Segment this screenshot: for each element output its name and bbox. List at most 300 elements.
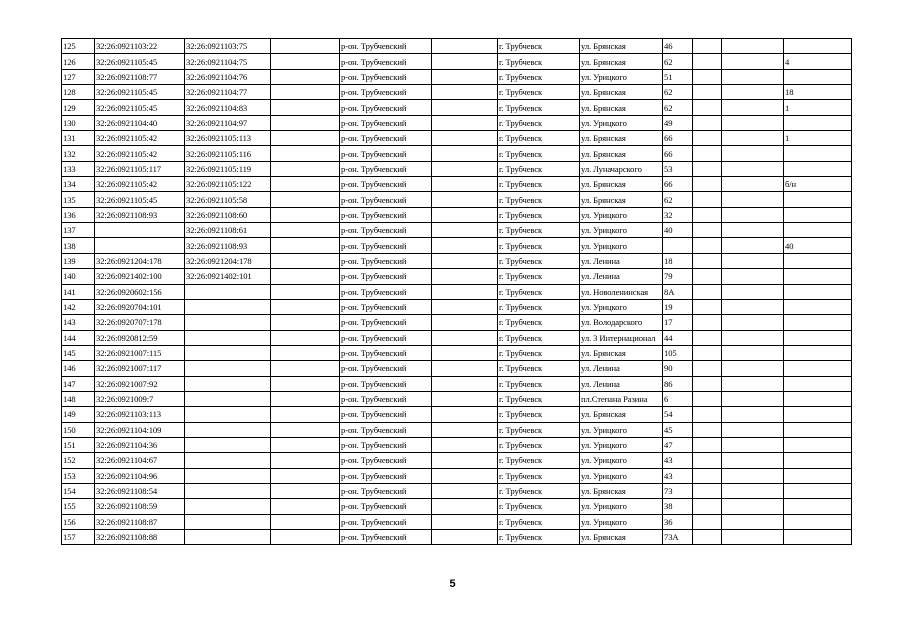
building-number-cell: [784, 530, 852, 545]
empty-cell-2: [432, 238, 498, 253]
empty-cell-2: [432, 207, 498, 222]
street-cell: ул. Брянская: [580, 407, 663, 422]
building-number-cell: [784, 376, 852, 391]
empty-cell-3: [693, 422, 722, 437]
district-cell: р-он. Трубчевский: [340, 330, 432, 345]
empty-cell-4: [722, 146, 784, 161]
empty-cell-4: [722, 100, 784, 115]
city-cell: г. Трубчевск: [498, 54, 580, 69]
empty-cell-2: [432, 115, 498, 130]
district-cell: р-он. Трубчевский: [340, 468, 432, 483]
street-cell: ул. Урицкого: [580, 422, 663, 437]
district-cell: р-он. Трубчевский: [340, 69, 432, 84]
building-number-cell: [784, 161, 852, 176]
empty-cell-3: [693, 115, 722, 130]
city-cell: г. Трубчевск: [498, 514, 580, 529]
district-cell: р-он. Трубчевский: [340, 253, 432, 268]
street-cell: ул. Брянская: [580, 345, 663, 360]
table-row: [62, 468, 852, 483]
empty-cell-3: [693, 85, 722, 100]
table-row: [62, 345, 852, 360]
district-cell: р-он. Трубчевский: [340, 54, 432, 69]
empty-cell-4: [722, 376, 784, 391]
house-number-cell: 43: [663, 468, 693, 483]
house-number-cell: 79: [663, 269, 693, 284]
street-cell: ул. Луначарского: [580, 161, 663, 176]
building-number-cell: [784, 468, 852, 483]
district-cell: р-он. Трубчевский: [340, 514, 432, 529]
empty-cell-3: [693, 161, 722, 176]
city-cell: г. Трубчевск: [498, 376, 580, 391]
cadastral-number-cell: 32:26:0920812:59: [95, 330, 185, 345]
row-number-cell: 128: [62, 85, 95, 100]
row-number-cell: 149: [62, 407, 95, 422]
empty-cell-4: [722, 54, 784, 69]
linked-cadastral-number-cell: [185, 437, 271, 452]
building-number-cell: [784, 269, 852, 284]
district-cell: р-он. Трубчевский: [340, 407, 432, 422]
empty-cell-3: [693, 207, 722, 222]
linked-cadastral-number-cell: [185, 530, 271, 545]
empty-cell-2: [432, 422, 498, 437]
empty-cell-2: [432, 54, 498, 69]
linked-cadastral-number-cell: [185, 453, 271, 468]
empty-cell: [271, 499, 340, 514]
city-cell: г. Трубчевск: [498, 361, 580, 376]
street-cell: ул. Брянская: [580, 146, 663, 161]
linked-cadastral-number-cell: 32:26:0921105:116: [185, 146, 271, 161]
house-number-cell: 51: [663, 69, 693, 84]
empty-cell-2: [432, 315, 498, 330]
empty-cell-4: [722, 207, 784, 222]
house-number-cell: 17: [663, 315, 693, 330]
linked-cadastral-number-cell: [185, 315, 271, 330]
empty-cell-3: [693, 284, 722, 299]
table-row: [62, 115, 852, 130]
city-cell: г. Трубчевск: [498, 468, 580, 483]
empty-cell-4: [722, 284, 784, 299]
cadastral-number-cell: 32:26:0921007:92: [95, 376, 185, 391]
district-cell: р-он. Трубчевский: [340, 269, 432, 284]
empty-cell-3: [693, 407, 722, 422]
linked-cadastral-number-cell: [185, 361, 271, 376]
house-number-cell: 6: [663, 391, 693, 406]
cadastral-number-cell: 32:26:0921104:96: [95, 468, 185, 483]
cadastral-number-cell: 32:26:0921108:54: [95, 483, 185, 498]
linked-cadastral-number-cell: [185, 514, 271, 529]
empty-cell-3: [693, 376, 722, 391]
district-cell: р-он. Трубчевский: [340, 177, 432, 192]
district-cell: р-он. Трубчевский: [340, 361, 432, 376]
empty-cell-4: [722, 177, 784, 192]
city-cell: г. Трубчевск: [498, 391, 580, 406]
house-number-cell: 19: [663, 299, 693, 314]
empty-cell-4: [722, 69, 784, 84]
linked-cadastral-number-cell: [185, 299, 271, 314]
building-number-cell: 18: [784, 85, 852, 100]
empty-cell-3: [693, 238, 722, 253]
district-cell: р-он. Трубчевский: [340, 422, 432, 437]
building-number-cell: [784, 207, 852, 222]
empty-cell-4: [722, 223, 784, 238]
cadastral-number-cell: 32:26:0921105:42: [95, 146, 185, 161]
page-number: 5: [449, 578, 456, 590]
empty-cell: [271, 192, 340, 207]
table-row: [62, 437, 852, 452]
linked-cadastral-number-cell: [185, 345, 271, 360]
empty-cell-3: [693, 530, 722, 545]
empty-cell: [271, 330, 340, 345]
row-number-cell: 144: [62, 330, 95, 345]
linked-cadastral-number-cell: [185, 376, 271, 391]
table-row: [62, 269, 852, 284]
empty-cell-4: [722, 468, 784, 483]
district-cell: р-он. Трубчевский: [340, 39, 432, 54]
empty-cell-2: [432, 284, 498, 299]
empty-cell-4: [722, 330, 784, 345]
empty-cell-4: [722, 238, 784, 253]
cadastral-number-cell: [95, 238, 185, 253]
district-cell: р-он. Трубчевский: [340, 437, 432, 452]
house-number-cell: 105: [663, 345, 693, 360]
street-cell: ул. 3 Интернационал: [580, 330, 663, 345]
row-number-cell: 126: [62, 54, 95, 69]
street-cell: ул. Урицкого: [580, 115, 663, 130]
building-number-cell: [784, 315, 852, 330]
empty-cell-2: [432, 69, 498, 84]
table-row: [62, 223, 852, 238]
empty-cell: [271, 483, 340, 498]
table-row: [62, 499, 852, 514]
empty-cell-3: [693, 345, 722, 360]
empty-cell: [271, 299, 340, 314]
empty-cell-3: [693, 361, 722, 376]
city-cell: г. Трубчевск: [498, 330, 580, 345]
street-cell: ул. Брянская: [580, 85, 663, 100]
table-row: [62, 253, 852, 268]
empty-cell: [271, 514, 340, 529]
empty-cell-4: [722, 483, 784, 498]
row-number-cell: 140: [62, 269, 95, 284]
city-cell: г. Трубчевск: [498, 39, 580, 54]
building-number-cell: [784, 39, 852, 54]
empty-cell-4: [722, 85, 784, 100]
building-number-cell: 1: [784, 100, 852, 115]
linked-cadastral-number-cell: 32:26:0921104:75: [185, 54, 271, 69]
house-number-cell: 36: [663, 514, 693, 529]
building-number-cell: [784, 437, 852, 452]
street-cell: ул. Новоленинская: [580, 284, 663, 299]
table-row: [62, 207, 852, 222]
city-cell: г. Трубчевск: [498, 299, 580, 314]
empty-cell: [271, 238, 340, 253]
district-cell: р-он. Трубчевский: [340, 453, 432, 468]
city-cell: г. Трубчевск: [498, 115, 580, 130]
empty-cell-4: [722, 499, 784, 514]
empty-cell: [271, 54, 340, 69]
empty-cell-3: [693, 514, 722, 529]
street-cell: ул. Брянская: [580, 177, 663, 192]
empty-cell-4: [722, 115, 784, 130]
empty-cell-2: [432, 361, 498, 376]
house-number-cell: 43: [663, 453, 693, 468]
house-number-cell: 38: [663, 499, 693, 514]
empty-cell-2: [432, 131, 498, 146]
linked-cadastral-number-cell: 32:26:0921108:61: [185, 223, 271, 238]
empty-cell-2: [432, 100, 498, 115]
empty-cell-2: [432, 407, 498, 422]
empty-cell-2: [432, 514, 498, 529]
empty-cell-3: [693, 131, 722, 146]
cadastral-number-cell: 32:26:0921104:67: [95, 453, 185, 468]
building-number-cell: [784, 514, 852, 529]
empty-cell-2: [432, 345, 498, 360]
empty-cell-2: [432, 192, 498, 207]
district-cell: р-он. Трубчевский: [340, 146, 432, 161]
city-cell: г. Трубчевск: [498, 207, 580, 222]
street-cell: ул. Урицкого: [580, 238, 663, 253]
linked-cadastral-number-cell: 32:26:0921105:58: [185, 192, 271, 207]
empty-cell-4: [722, 253, 784, 268]
empty-cell: [271, 422, 340, 437]
table-row: [62, 39, 852, 54]
district-cell: р-он. Трубчевский: [340, 530, 432, 545]
empty-cell-2: [432, 453, 498, 468]
table-row: [62, 315, 852, 330]
building-number-cell: [784, 422, 852, 437]
building-number-cell: [784, 330, 852, 345]
row-number-cell: 148: [62, 391, 95, 406]
table-row: [62, 407, 852, 422]
empty-cell: [271, 85, 340, 100]
row-number-cell: 156: [62, 514, 95, 529]
cadastral-number-cell: 32:26:0921105:45: [95, 85, 185, 100]
empty-cell-4: [722, 407, 784, 422]
empty-cell-2: [432, 146, 498, 161]
table-row: [62, 376, 852, 391]
table-row: [62, 177, 852, 192]
district-cell: р-он. Трубчевский: [340, 483, 432, 498]
empty-cell-3: [693, 253, 722, 268]
linked-cadastral-number-cell: 32:26:0921105:113: [185, 131, 271, 146]
table-row: [62, 131, 852, 146]
cadastral-number-cell: 32:26:0921105:45: [95, 54, 185, 69]
cadastral-number-cell: 32:26:0920602:156: [95, 284, 185, 299]
cadastral-number-cell: 32:26:0921007:117: [95, 361, 185, 376]
city-cell: г. Трубчевск: [498, 161, 580, 176]
district-cell: р-он. Трубчевский: [340, 376, 432, 391]
row-number-cell: 151: [62, 437, 95, 452]
city-cell: г. Трубчевск: [498, 345, 580, 360]
empty-cell-3: [693, 499, 722, 514]
street-cell: ул. Володарского: [580, 315, 663, 330]
table-row: [62, 238, 852, 253]
empty-cell-4: [722, 391, 784, 406]
cadastral-number-cell: 32:26:0921105:42: [95, 131, 185, 146]
empty-cell: [271, 69, 340, 84]
empty-cell-3: [693, 223, 722, 238]
cadastral-number-cell: 32:26:0921104:36: [95, 437, 185, 452]
empty-cell-4: [722, 299, 784, 314]
empty-cell-3: [693, 177, 722, 192]
linked-cadastral-number-cell: 32:26:0921108:93: [185, 238, 271, 253]
empty-cell-3: [693, 69, 722, 84]
cadastral-number-cell: [95, 223, 185, 238]
row-number-cell: 129: [62, 100, 95, 115]
district-cell: р-он. Трубчевский: [340, 100, 432, 115]
row-number-cell: 139: [62, 253, 95, 268]
district-cell: р-он. Трубчевский: [340, 131, 432, 146]
row-number-cell: 125: [62, 39, 95, 54]
city-cell: г. Трубчевск: [498, 69, 580, 84]
table-row: [62, 530, 852, 545]
table-row: [62, 422, 852, 437]
empty-cell-3: [693, 54, 722, 69]
cadastral-number-cell: 32:26:0921007:115: [95, 345, 185, 360]
empty-cell-4: [722, 131, 784, 146]
empty-cell-2: [432, 39, 498, 54]
row-number-cell: 145: [62, 345, 95, 360]
empty-cell-3: [693, 453, 722, 468]
empty-cell-4: [722, 192, 784, 207]
linked-cadastral-number-cell: [185, 468, 271, 483]
empty-cell-4: [722, 437, 784, 452]
row-number-cell: 154: [62, 483, 95, 498]
district-cell: р-он. Трубчевский: [340, 115, 432, 130]
empty-cell: [271, 453, 340, 468]
cadastral-number-cell: 32:26:0921108:93: [95, 207, 185, 222]
building-number-cell: б/н: [784, 177, 852, 192]
building-number-cell: [784, 146, 852, 161]
row-number-cell: 141: [62, 284, 95, 299]
empty-cell: [271, 253, 340, 268]
city-cell: г. Трубчевск: [498, 85, 580, 100]
city-cell: г. Трубчевск: [498, 100, 580, 115]
house-number-cell: 66: [663, 146, 693, 161]
empty-cell-2: [432, 499, 498, 514]
house-number-cell: 49: [663, 115, 693, 130]
table-row: [62, 299, 852, 314]
building-number-cell: [784, 253, 852, 268]
empty-cell-4: [722, 361, 784, 376]
empty-cell-2: [432, 299, 498, 314]
building-number-cell: 40: [784, 238, 852, 253]
building-number-cell: [784, 299, 852, 314]
empty-cell-2: [432, 437, 498, 452]
registry-table: [61, 38, 852, 545]
house-number-cell: 73: [663, 483, 693, 498]
street-cell: ул. Урицкого: [580, 499, 663, 514]
building-number-cell: 4: [784, 54, 852, 69]
empty-cell-2: [432, 468, 498, 483]
linked-cadastral-number-cell: 32:26:0921104:76: [185, 69, 271, 84]
building-number-cell: [784, 223, 852, 238]
empty-cell-2: [432, 223, 498, 238]
house-number-cell: 53: [663, 161, 693, 176]
empty-cell-3: [693, 146, 722, 161]
row-number-cell: 127: [62, 69, 95, 84]
cadastral-number-cell: 32:26:0920704:101: [95, 299, 185, 314]
table-row: [62, 85, 852, 100]
city-cell: г. Трубчевск: [498, 192, 580, 207]
building-number-cell: [784, 483, 852, 498]
cadastral-number-cell: 32:26:0921108:88: [95, 530, 185, 545]
empty-cell-2: [432, 391, 498, 406]
empty-cell: [271, 391, 340, 406]
building-number-cell: [784, 115, 852, 130]
empty-cell-4: [722, 315, 784, 330]
table-row: [62, 284, 852, 299]
district-cell: р-он. Трубчевский: [340, 315, 432, 330]
district-cell: р-он. Трубчевский: [340, 238, 432, 253]
empty-cell-3: [693, 437, 722, 452]
cadastral-number-cell: 32:26:0920707:178: [95, 315, 185, 330]
cadastral-number-cell: 32:26:0921103:22: [95, 39, 185, 54]
table-row: [62, 391, 852, 406]
cadastral-number-cell: 32:26:0921009:7: [95, 391, 185, 406]
row-number-cell: 157: [62, 530, 95, 545]
empty-cell: [271, 437, 340, 452]
linked-cadastral-number-cell: [185, 391, 271, 406]
empty-cell-3: [693, 269, 722, 284]
district-cell: р-он. Трубчевский: [340, 284, 432, 299]
empty-cell-2: [432, 85, 498, 100]
district-cell: р-он. Трубчевский: [340, 207, 432, 222]
empty-cell: [271, 407, 340, 422]
street-cell: ул. Урицкого: [580, 468, 663, 483]
city-cell: г. Трубчевск: [498, 223, 580, 238]
city-cell: г. Трубчевск: [498, 177, 580, 192]
building-number-cell: [784, 499, 852, 514]
table-row: [62, 483, 852, 498]
row-number-cell: 146: [62, 361, 95, 376]
house-number-cell: 62: [663, 54, 693, 69]
linked-cadastral-number-cell: 32:26:0921103:75: [185, 39, 271, 54]
linked-cadastral-number-cell: 32:26:0921105:122: [185, 177, 271, 192]
city-cell: г. Трубчевск: [498, 499, 580, 514]
empty-cell-4: [722, 161, 784, 176]
linked-cadastral-number-cell: [185, 499, 271, 514]
linked-cadastral-number-cell: [185, 422, 271, 437]
table-row: [62, 453, 852, 468]
empty-cell-3: [693, 100, 722, 115]
city-cell: г. Трубчевск: [498, 315, 580, 330]
building-number-cell: [784, 391, 852, 406]
street-cell: ул. Урицкого: [580, 207, 663, 222]
city-cell: г. Трубчевск: [498, 269, 580, 284]
building-number-cell: [784, 192, 852, 207]
row-number-cell: 142: [62, 299, 95, 314]
street-cell: ул. Брянская: [580, 54, 663, 69]
building-number-cell: [784, 345, 852, 360]
empty-cell-4: [722, 39, 784, 54]
house-number-cell: 45: [663, 422, 693, 437]
city-cell: г. Трубчевск: [498, 146, 580, 161]
district-cell: р-он. Трубчевский: [340, 391, 432, 406]
empty-cell: [271, 284, 340, 299]
empty-cell-3: [693, 483, 722, 498]
street-cell: ул. Ленина: [580, 269, 663, 284]
street-cell: ул. Брянская: [580, 39, 663, 54]
linked-cadastral-number-cell: 32:26:0921105:119: [185, 161, 271, 176]
street-cell: ул. Ленина: [580, 361, 663, 376]
empty-cell: [271, 177, 340, 192]
linked-cadastral-number-cell: [185, 407, 271, 422]
row-number-cell: 153: [62, 468, 95, 483]
street-cell: ул. Ленина: [580, 253, 663, 268]
table-row: [62, 514, 852, 529]
cadastral-number-cell: 32:26:0921103:113: [95, 407, 185, 422]
